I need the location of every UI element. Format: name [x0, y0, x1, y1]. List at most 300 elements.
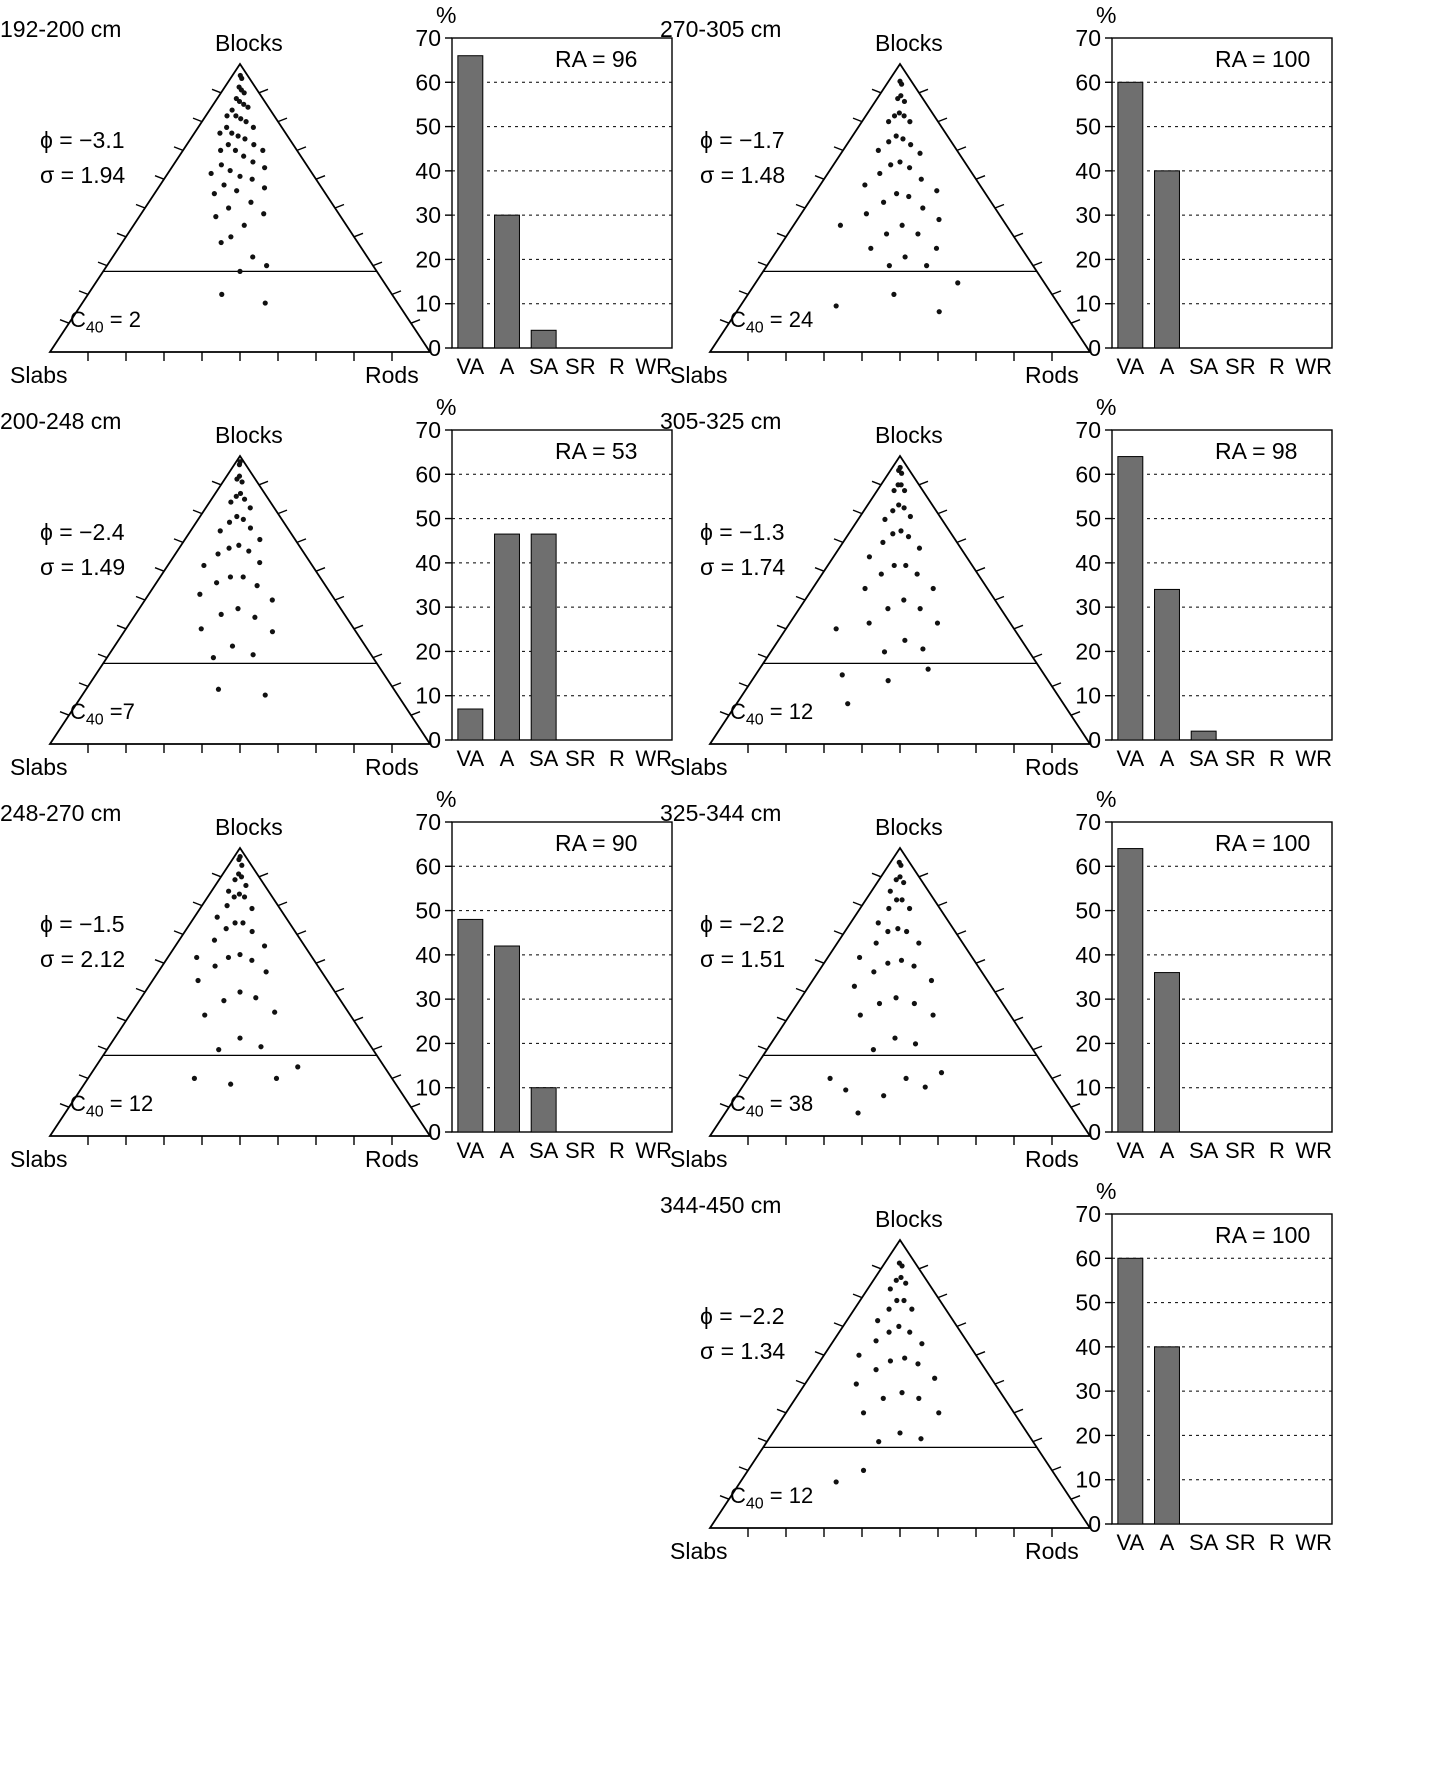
axis-tick — [834, 1323, 843, 1327]
data-point — [917, 546, 922, 551]
data-point — [843, 1087, 848, 1092]
axis-tick — [853, 118, 862, 122]
data-point — [881, 1396, 886, 1401]
y-tick-label: 20 — [415, 1030, 441, 1057]
data-point — [897, 110, 902, 115]
data-point — [237, 269, 242, 274]
x-tick-label: WR — [635, 354, 672, 379]
y-tick-label: 70 — [415, 417, 441, 443]
data-point — [890, 508, 895, 513]
x-tick-label: SR — [1225, 354, 1256, 379]
data-point — [891, 292, 896, 297]
bar — [531, 534, 556, 740]
data-point — [871, 969, 876, 974]
data-point — [906, 534, 911, 539]
bar — [531, 1088, 556, 1132]
bar — [495, 215, 520, 348]
data-point — [899, 1263, 904, 1268]
axis-tick — [995, 205, 1004, 209]
data-point — [915, 571, 920, 576]
bar-chart-wrap — [390, 392, 690, 792]
panel-title: 305-325 cm — [660, 408, 782, 434]
data-point — [862, 586, 867, 591]
data-point — [224, 926, 229, 931]
axis-tick — [758, 1046, 767, 1050]
data-point — [224, 903, 229, 908]
data-point — [213, 214, 218, 219]
data-point — [955, 280, 960, 285]
axis-tick — [259, 481, 268, 485]
x-tick-label: SA — [1188, 354, 1219, 379]
phi-value: ϕ = −2.2 — [700, 911, 785, 937]
data-point — [904, 929, 909, 934]
bar — [495, 534, 520, 740]
axis-tick — [278, 902, 287, 906]
data-point — [215, 551, 220, 556]
axis-label-slabs: Slabs — [670, 362, 728, 388]
axis-tick — [79, 683, 88, 687]
axis-label-slabs: Slabs — [10, 1146, 68, 1172]
y-tick-label: 60 — [415, 461, 441, 488]
data-point — [881, 200, 886, 205]
data-point — [238, 116, 243, 121]
y-tick-label: 40 — [415, 157, 441, 184]
data-point — [229, 107, 234, 112]
data-point — [228, 234, 233, 239]
data-point — [882, 517, 887, 522]
axis-tick — [335, 205, 344, 209]
y-tick-label: 70 — [1075, 25, 1101, 51]
data-point — [888, 1286, 893, 1291]
data-point — [919, 1341, 924, 1346]
axis-tick — [720, 1496, 729, 1500]
ra-label: RA = 100 — [1215, 46, 1311, 72]
y-tick-label: 20 — [1075, 246, 1101, 273]
data-point — [864, 211, 869, 216]
axis-tick — [872, 481, 881, 485]
x-tick-label: SR — [565, 354, 596, 379]
axis-tick — [136, 597, 145, 601]
x-tick-label: VA — [1116, 746, 1145, 771]
x-tick-label: VA — [456, 354, 485, 379]
x-tick-label: A — [499, 746, 515, 771]
bar-chart-wrap — [390, 0, 690, 400]
axis-tick — [815, 960, 824, 964]
data-point — [233, 113, 238, 118]
sample-panel — [0, 0, 700, 400]
data-point — [886, 1330, 891, 1335]
sigma-value: σ = 1.94 — [40, 162, 126, 188]
axis-tick — [853, 510, 862, 513]
axis-tick — [815, 176, 824, 180]
axis-tick — [720, 712, 729, 716]
sigma-value: σ = 1.34 — [700, 1338, 786, 1364]
axis-tick — [259, 873, 268, 877]
data-point — [840, 672, 845, 677]
y-tick-label: 60 — [415, 853, 441, 880]
data-point — [907, 119, 912, 124]
data-point — [241, 517, 246, 522]
axis-tick — [796, 1381, 805, 1385]
data-point — [827, 1076, 832, 1081]
c40-number: =7 — [103, 699, 135, 724]
data-point — [913, 1041, 918, 1046]
data-point — [272, 1010, 277, 1015]
data-point — [852, 984, 857, 989]
bar — [458, 56, 483, 348]
y-tick-label: 30 — [415, 986, 441, 1013]
phi-value: ϕ = −1.7 — [700, 127, 785, 153]
data-point — [897, 874, 902, 879]
data-point — [236, 133, 241, 138]
x-tick-label: VA — [1116, 354, 1145, 379]
data-point — [237, 952, 242, 957]
data-point — [216, 687, 221, 692]
roundness-bar-chart — [390, 392, 690, 792]
data-point — [861, 1468, 866, 1473]
y-tick-label: 0 — [428, 727, 441, 753]
data-point — [899, 482, 904, 487]
data-point — [202, 1012, 207, 1017]
y-tick-label: 60 — [415, 69, 441, 96]
axis-tick — [758, 262, 767, 266]
axis-tick — [117, 1017, 126, 1021]
c40-number: = 38 — [763, 1091, 814, 1116]
plot-frame — [1112, 822, 1332, 1132]
data-point — [908, 514, 913, 519]
data-point — [214, 580, 219, 585]
x-tick-label: WR — [1295, 746, 1332, 771]
data-point — [888, 889, 893, 894]
data-point — [248, 525, 253, 530]
c40-symbol: C — [70, 307, 86, 332]
data-point — [888, 162, 893, 167]
axis-tick — [316, 568, 325, 572]
sigma-value: σ = 1.48 — [700, 162, 786, 188]
data-point — [936, 217, 941, 222]
c40-number: = 12 — [763, 1483, 814, 1508]
axis-label-rods: Rods — [365, 362, 419, 388]
data-point — [937, 309, 942, 314]
x-tick-label: WR — [635, 1138, 672, 1163]
data-point — [258, 1044, 263, 1049]
x-tick-label: SA — [528, 746, 559, 771]
axis-tick — [957, 539, 966, 543]
data-point — [877, 171, 882, 176]
data-point — [249, 906, 254, 911]
data-point — [250, 929, 255, 934]
axis-tick — [976, 176, 985, 180]
y-tick-label: 60 — [1075, 1245, 1101, 1272]
data-point — [894, 133, 899, 138]
data-point — [876, 1439, 881, 1444]
y-tick-label: 0 — [1088, 1511, 1101, 1537]
data-point — [906, 194, 911, 199]
data-point — [233, 148, 238, 153]
c40-value — [730, 1483, 813, 1513]
data-point — [903, 1076, 908, 1081]
axis-tick — [297, 539, 306, 543]
axis-label-rods: Rods — [1025, 1146, 1079, 1172]
data-point — [241, 154, 246, 159]
axis-label-blocks: Blocks — [215, 422, 283, 448]
data-point — [245, 105, 250, 110]
data-point — [242, 497, 247, 502]
y-tick-label: 10 — [1075, 1466, 1101, 1493]
y-tick-label: 60 — [1075, 853, 1101, 880]
y-tick-label: 20 — [1075, 638, 1101, 665]
data-point — [894, 897, 899, 902]
data-point — [929, 978, 934, 983]
data-point — [886, 906, 891, 911]
data-point — [858, 1012, 863, 1017]
data-point — [263, 300, 268, 305]
data-point — [224, 113, 229, 118]
y-tick-label: 30 — [1075, 1378, 1101, 1405]
axis-tick — [193, 118, 202, 122]
axis-tick — [1033, 1046, 1042, 1050]
data-point — [899, 958, 904, 963]
panel-title: 248-270 cm — [0, 800, 122, 826]
axis-tick — [872, 873, 881, 877]
axis-label-rods: Rods — [1025, 754, 1079, 780]
axis-tick — [815, 568, 824, 572]
x-tick-label: R — [609, 354, 625, 379]
axis-tick — [79, 1075, 88, 1079]
x-tick-label: SA — [528, 354, 559, 379]
data-point — [241, 102, 246, 107]
axis-tick — [1014, 625, 1023, 629]
data-point — [899, 471, 904, 476]
axis-tick — [193, 902, 202, 906]
data-point — [912, 1001, 917, 1006]
y-tick-label: 70 — [1075, 1201, 1101, 1227]
axis-tick — [995, 597, 1004, 601]
axis-tick — [98, 262, 107, 266]
panel-title: 325-344 cm — [660, 800, 782, 826]
phi-value: ϕ = −2.2 — [700, 1303, 785, 1329]
y-tick-label: 30 — [1075, 594, 1101, 621]
x-tick-label: SA — [1188, 1138, 1219, 1163]
data-point — [924, 263, 929, 268]
data-point — [226, 955, 231, 960]
data-point — [901, 597, 906, 602]
bar-chart-wrap — [1050, 784, 1350, 1184]
data-point — [930, 1012, 935, 1017]
plot-frame — [452, 822, 672, 1132]
c40-symbol: C — [730, 699, 746, 724]
ternary-wrap — [10, 22, 440, 392]
axis-tick — [373, 262, 382, 266]
axis-tick — [919, 481, 928, 485]
axis-tick — [335, 597, 344, 601]
data-point — [246, 548, 251, 553]
y-tick-label: 0 — [1088, 335, 1101, 361]
roundness-bar-chart — [1050, 392, 1350, 792]
data-point — [242, 90, 247, 95]
x-tick-label: A — [1159, 354, 1175, 379]
axis-tick — [938, 510, 947, 513]
c40-subscript: 40 — [85, 319, 104, 337]
y-tick-label: 50 — [1075, 897, 1101, 924]
axis-tick — [976, 568, 985, 572]
axis-tick — [136, 989, 145, 993]
data-point — [224, 125, 229, 130]
data-point — [874, 940, 879, 945]
axis-tick — [919, 873, 928, 877]
data-point — [886, 1307, 891, 1312]
c40-number: = 2 — [103, 307, 141, 332]
axis-tick — [297, 931, 306, 935]
data-point — [873, 1338, 878, 1343]
percent-axis-label: % — [436, 2, 457, 28]
data-point — [896, 502, 901, 507]
data-point — [250, 254, 255, 259]
ternary-wrap — [670, 22, 1100, 392]
x-tick-label: VA — [456, 1138, 485, 1163]
data-point — [257, 560, 262, 565]
axis-tick — [212, 481, 221, 485]
sample-panel — [660, 784, 1360, 1184]
data-point — [264, 263, 269, 268]
axis-tick — [354, 625, 363, 629]
data-point — [229, 131, 234, 136]
axis-tick — [316, 176, 325, 180]
data-point — [239, 479, 244, 484]
ra-label: RA = 53 — [555, 438, 638, 464]
ternary-wrap — [670, 414, 1100, 784]
data-point — [934, 246, 939, 251]
bar — [1118, 82, 1143, 348]
c40-subscript: 40 — [85, 1103, 104, 1121]
data-point — [887, 263, 892, 268]
y-tick-label: 0 — [428, 1119, 441, 1145]
x-tick-label: VA — [456, 746, 485, 771]
x-tick-label: R — [1269, 1530, 1285, 1555]
data-point — [931, 586, 936, 591]
data-point — [903, 563, 908, 568]
x-tick-label: SA — [528, 1138, 559, 1163]
axis-label-slabs: Slabs — [670, 1538, 728, 1564]
y-tick-label: 70 — [415, 809, 441, 835]
data-point — [876, 148, 881, 153]
data-point — [923, 1084, 928, 1089]
y-tick-label: 40 — [1075, 549, 1101, 576]
x-tick-label: R — [1269, 354, 1285, 379]
data-point — [251, 142, 256, 147]
x-tick-label: A — [1159, 1530, 1175, 1555]
data-point — [237, 174, 242, 179]
axis-tick — [919, 89, 928, 93]
axis-tick — [938, 118, 947, 122]
axis-tick — [60, 1104, 69, 1108]
data-point — [212, 191, 217, 196]
ternary-wrap — [10, 414, 440, 784]
data-point — [926, 667, 931, 672]
axis-label-blocks: Blocks — [875, 814, 943, 840]
axis-tick — [938, 902, 947, 906]
x-tick-label: WR — [1295, 354, 1332, 379]
axis-tick — [919, 1265, 928, 1269]
data-point — [901, 880, 906, 885]
axis-tick — [354, 1017, 363, 1021]
x-tick-label: R — [1269, 1138, 1285, 1163]
data-point — [228, 168, 233, 173]
data-point — [845, 701, 850, 706]
c40-value — [730, 1091, 813, 1121]
data-point — [897, 1430, 902, 1435]
data-point — [916, 1396, 921, 1401]
axis-tick — [1033, 262, 1042, 266]
data-point — [899, 897, 904, 902]
sigma-value: σ = 2.12 — [40, 946, 126, 972]
axis-tick — [1033, 1438, 1042, 1442]
data-point — [251, 652, 256, 657]
data-point — [255, 583, 260, 588]
sigma-value: σ = 1.51 — [700, 946, 786, 972]
axis-label-rods: Rods — [365, 754, 419, 780]
data-point — [888, 1358, 893, 1363]
y-tick-label: 30 — [1075, 986, 1101, 1013]
data-point — [221, 998, 226, 1003]
data-point — [886, 678, 891, 683]
axis-tick — [720, 320, 729, 324]
axis-tick — [193, 510, 202, 513]
data-point — [218, 528, 223, 533]
axis-tick — [872, 1265, 881, 1269]
data-point — [871, 1047, 876, 1052]
data-point — [891, 488, 896, 493]
data-point — [868, 246, 873, 251]
data-point — [885, 961, 890, 966]
data-point — [242, 136, 247, 141]
data-point — [262, 185, 267, 190]
axis-tick — [60, 712, 69, 716]
data-point — [263, 692, 268, 697]
c40-value — [70, 699, 135, 729]
x-tick-label: VA — [1116, 1530, 1145, 1555]
axis-tick — [278, 510, 287, 513]
axis-tick — [117, 625, 126, 629]
axis-tick — [957, 1323, 966, 1327]
data-point — [228, 574, 233, 579]
c40-value — [70, 1091, 153, 1121]
ra-label: RA = 96 — [555, 46, 638, 72]
data-point — [886, 119, 891, 124]
data-point — [201, 563, 206, 568]
data-point — [238, 459, 243, 464]
data-point — [192, 1076, 197, 1081]
y-tick-label: 0 — [1088, 727, 1101, 753]
data-point — [238, 854, 243, 859]
axis-tick — [79, 291, 88, 295]
axis-tick — [212, 873, 221, 877]
axis-tick — [354, 233, 363, 237]
data-point — [892, 563, 897, 568]
data-point — [885, 606, 890, 611]
data-point — [248, 505, 253, 510]
y-tick-label: 40 — [415, 941, 441, 968]
x-tick-label: R — [609, 1138, 625, 1163]
data-point — [834, 1479, 839, 1484]
data-point — [854, 1381, 859, 1386]
y-tick-label: 10 — [415, 290, 441, 317]
axis-tick — [335, 989, 344, 993]
data-point — [242, 894, 247, 899]
plot-frame — [1112, 430, 1332, 740]
bar — [1118, 1258, 1143, 1524]
data-point — [250, 177, 255, 182]
